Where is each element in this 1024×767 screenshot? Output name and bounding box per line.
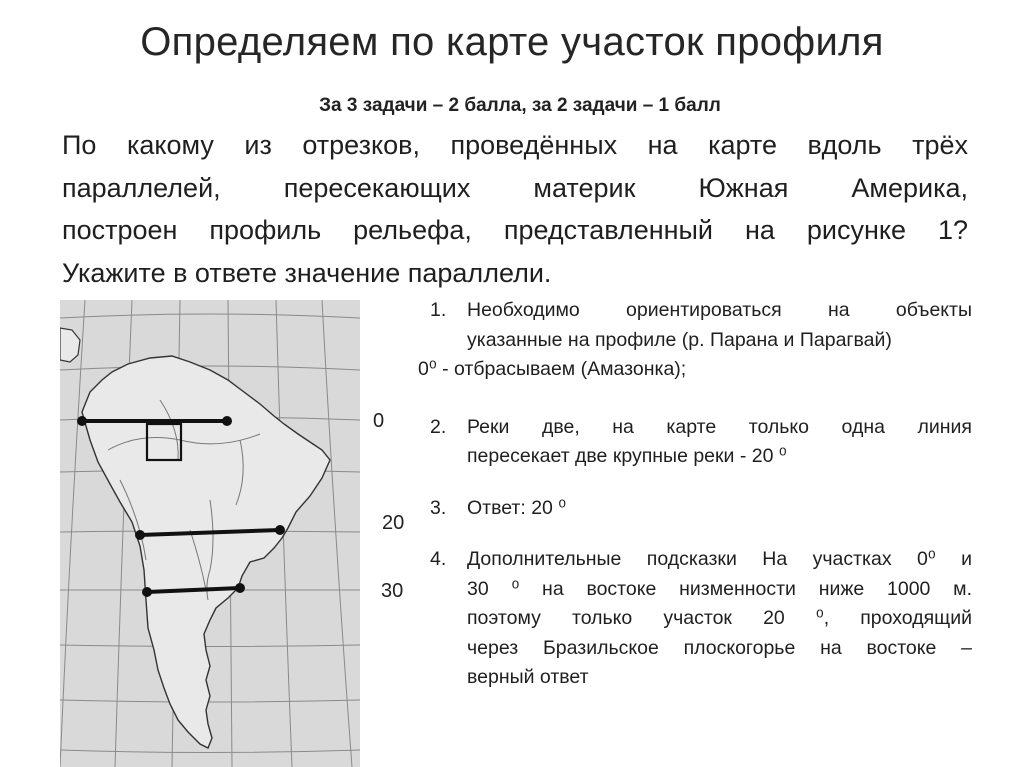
answer-line: указанные на профиле (р. Парана и Парагвай) bbox=[467, 328, 892, 351]
answer-item-2 bbox=[430, 413, 972, 472]
answer-number: 3. bbox=[430, 496, 447, 519]
answer-line: через Бразильское плоскогорье на востоке – bbox=[467, 636, 972, 659]
answer-list bbox=[418, 296, 972, 693]
answer-number: 4. bbox=[430, 548, 447, 570]
parallel-20-start-point bbox=[135, 530, 145, 540]
slide-subtitle: За 3 задачи – 2 балла, за 2 задачи – 1 балл bbox=[319, 95, 721, 116]
latitude-label-30: 30 bbox=[381, 580, 404, 602]
answer-item-1 bbox=[430, 296, 972, 355]
answer-line: пересекает две крупные реки - 20 ⁰ bbox=[467, 445, 787, 467]
answer-number: 1. bbox=[430, 299, 447, 321]
parallel-30-end-point bbox=[235, 583, 245, 593]
latitude-label-20: 20 bbox=[382, 512, 405, 534]
answer-item-1-extra: 0⁰ - отбрасываем (Амазонка); bbox=[418, 358, 687, 380]
question-line-2: параллелей, пересекающих материк Южная Америка, bbox=[62, 172, 968, 203]
answer-item-4 bbox=[430, 545, 972, 693]
answer-item-3 bbox=[430, 494, 972, 524]
answer-line: Необходимо ориентироваться на объекты bbox=[467, 299, 972, 321]
parallel-0-end-point bbox=[222, 416, 232, 426]
answer-line: поэтому только участок 20 ⁰, проходящий bbox=[467, 607, 972, 629]
answer-number: 2. bbox=[430, 415, 447, 438]
question-line-4: Укажите в ответе значение параллели. bbox=[62, 257, 552, 288]
question-line-3: построен профиль рельефа, представленный на рисунке 1? bbox=[62, 215, 968, 245]
question-line-1: По какому из отрезков, проведённых на карте вдоль трёх bbox=[62, 130, 968, 160]
question-text bbox=[62, 124, 968, 294]
answer-line: верный ответ bbox=[467, 666, 589, 688]
answer-line: 30 ⁰ на востоке низменности ниже 1000 м. bbox=[467, 577, 972, 600]
slide-title: Определяем по карте участок профиля bbox=[140, 20, 884, 64]
parallel-0-start-point bbox=[77, 416, 87, 426]
parallel-20-end-point bbox=[275, 525, 285, 535]
answer-line: Ответ: 20 ⁰ bbox=[467, 496, 567, 519]
parallel-30-start-point bbox=[142, 587, 152, 597]
answer-line: Реки две, на карте только одна линия bbox=[467, 415, 972, 438]
answer-line: Дополнительные подсказки На участках 0⁰ и bbox=[467, 548, 972, 570]
latitude-label-0: 0 bbox=[373, 410, 385, 432]
south-america-map bbox=[60, 300, 360, 767]
